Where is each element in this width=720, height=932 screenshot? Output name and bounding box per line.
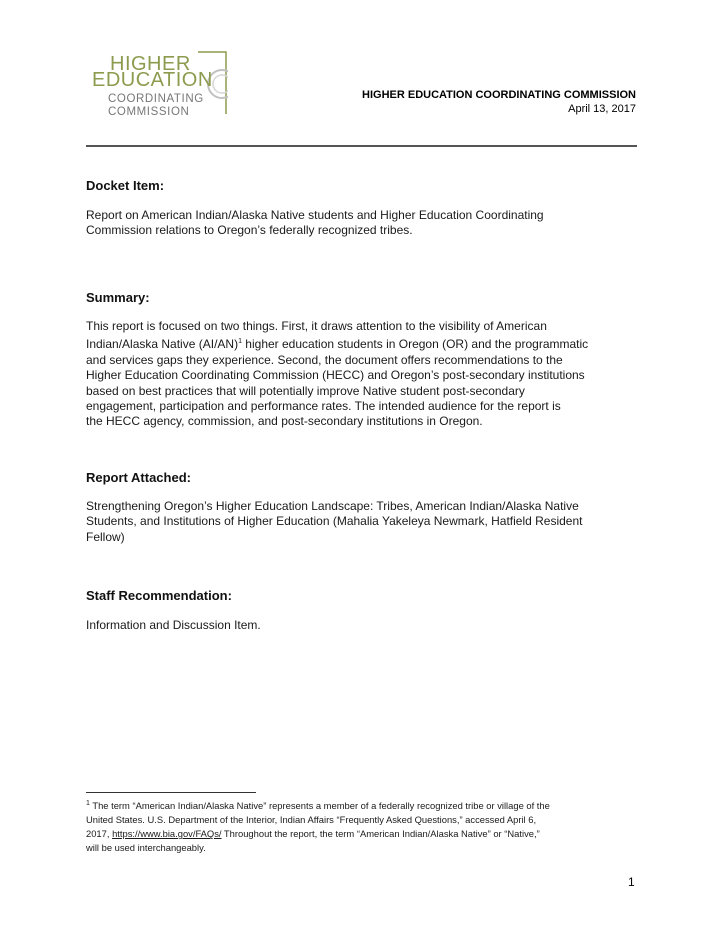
logo-text-higher: HIGHER xyxy=(110,53,191,75)
summary-line: and services gaps they experience. Second, the document offers recommendations to the xyxy=(86,352,563,367)
staff-recommendation-heading: Staff Recommendation: xyxy=(86,588,232,603)
logo-text-education: EDUCATION xyxy=(92,69,213,91)
footnote-line: 2017, xyxy=(86,828,113,840)
footnote-line: will be used interchangeably. xyxy=(86,842,206,854)
docket-item-heading: Docket Item: xyxy=(86,178,165,193)
summary-heading: Summary: xyxy=(86,290,150,305)
summary-line: This report is focused on two things. First, it draws attention to the visibility of American xyxy=(86,319,547,333)
docket-line: Report on American Indian/Alaska Native students and Higher Education Coordinating xyxy=(86,208,544,222)
bia-faq-link[interactable]: https://www.bia.gov/FAQs/ xyxy=(112,828,222,840)
docket-line: Commission relations to Oregon’s federally recognized tribes. xyxy=(86,223,413,238)
docket-item-text xyxy=(86,208,636,239)
logo-text-commission: COMMISSION xyxy=(108,106,190,118)
footnote-reference: 1 xyxy=(238,338,242,346)
header-divider xyxy=(86,145,637,147)
footnote-line: The term “American Indian/Alaska Native” represents a member of a federally recognized tribe or village of the xyxy=(89,800,550,812)
logo-text-coordinating: COORDINATING xyxy=(108,93,204,105)
footnote-line: United States. U.S. Department of the Interior, Indian Affairs “Frequently Asked Questions,” accessed April 6, xyxy=(86,814,537,826)
summary-line: the HECC agency, commission, and post-secondary institutions in Oregon. xyxy=(86,414,483,429)
report-line: Strengthening Oregon’s Higher Education Landscape: Tribes, American Indian/Alaska Native xyxy=(86,499,579,513)
footnote xyxy=(86,797,638,855)
report-line: Fellow) xyxy=(86,529,125,544)
report-attached-text xyxy=(86,499,636,545)
hecc-logo xyxy=(88,42,238,122)
header-organization: HIGHER EDUCATION COORDINATING COMMISSION xyxy=(362,89,636,101)
footnote-line: Throughout the report, the term “American Indian/Alaska Native” or “Native,” xyxy=(221,828,540,840)
summary-line: engagement, participation and performance rates. The intended audience for the report is xyxy=(86,399,561,414)
footnote-divider xyxy=(86,792,256,793)
summary-line: based on best practices that will potentially improve Native student post-secondary xyxy=(86,383,525,398)
header-date: April 13, 2017 xyxy=(568,103,636,115)
report-line: Students, and Institutions of Higher Education (Mahalia Yakeleya Newmark, Hatfield Resident xyxy=(86,514,583,529)
page-number: 1 xyxy=(628,875,635,889)
report-attached-heading: Report Attached: xyxy=(86,470,191,485)
staff-recommendation-text: Information and Discussion Item. xyxy=(86,618,261,632)
summary-line: higher education students in Oregon (OR) and the programmatic xyxy=(241,337,589,352)
summary-text xyxy=(86,319,636,430)
summary-line: Indian/Alaska Native (AI/AN) xyxy=(86,337,239,352)
footnote-number: 1 xyxy=(86,800,90,807)
summary-line: Higher Education Coordinating Commission (HECC) and Oregon’s post-secondary institutions xyxy=(86,368,585,383)
